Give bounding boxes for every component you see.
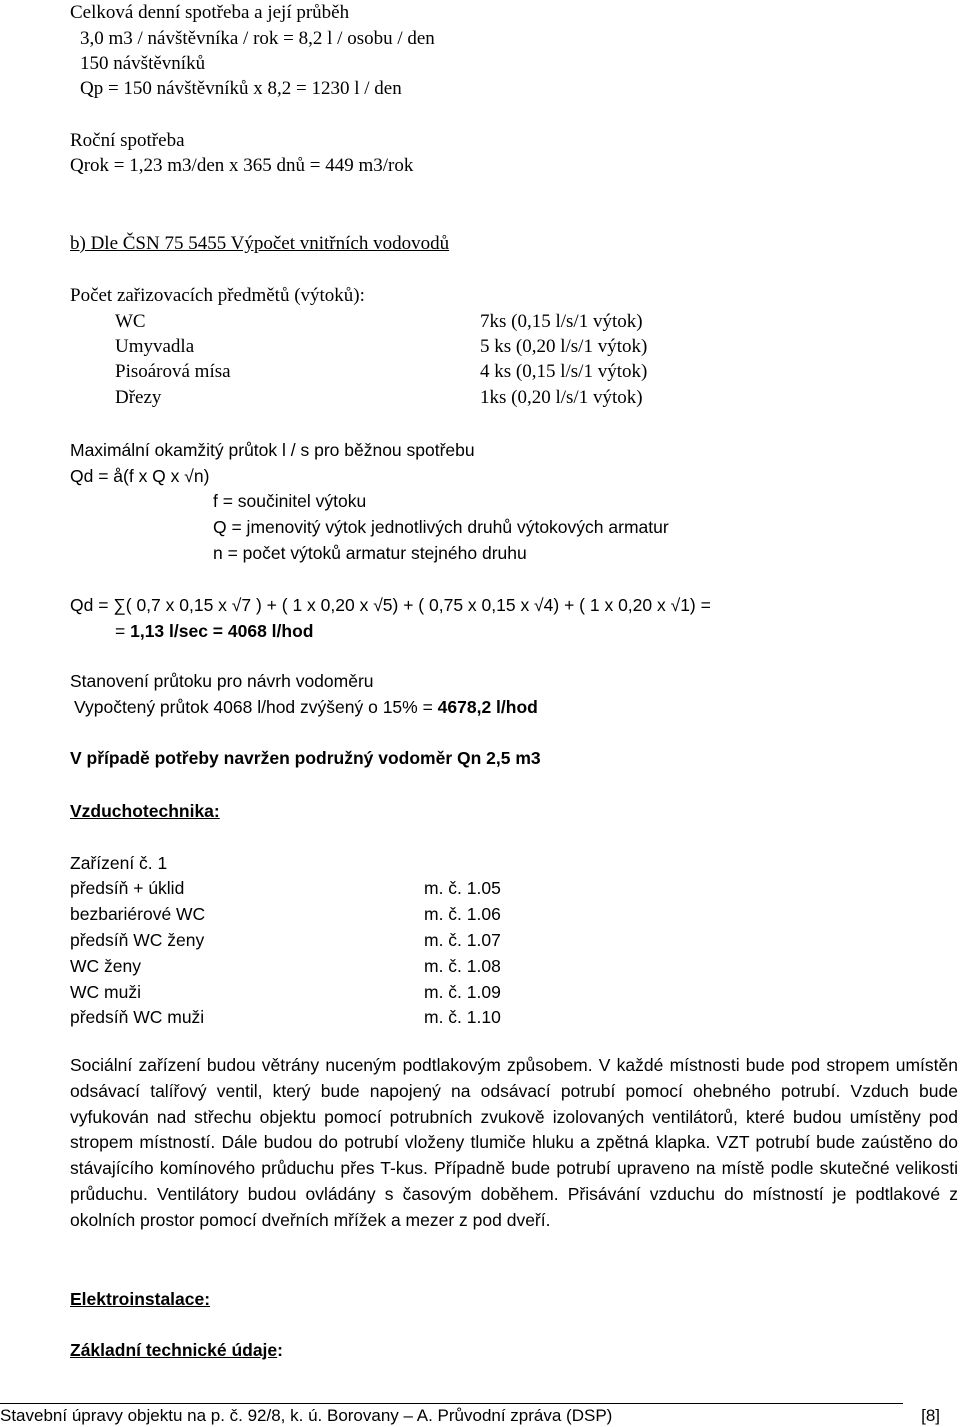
fixture-value: 7ks (0,15 l/s/1 výtok) (480, 311, 643, 332)
section-title: Celková denní spotřeba a její průběh (70, 2, 350, 23)
section-title: Maximální okamžitý průtok l / s pro běžnou spotřebu (70, 440, 475, 460)
section-heading: Vzduchotechnika: (70, 801, 220, 821)
fixture-value: 1ks (0,20 l/s/1 výtok) (480, 387, 643, 408)
fixture-name: Umyvadla (115, 336, 195, 357)
page-number: [8] (921, 1406, 940, 1425)
vzt-paragraph: Sociální zařízení budou větrány nuceným podtlakovým způsobem. V každé místnosti bude pod stropem umístěn odsávací talířový ventil, který bude napojený na odsávací potrubí pomocí ohebného potrubí. Vzduch bude vyfukován nad střechu objektu pomocí potrubních zvukově izolovaných ventilátorů, které budou umístěny pod stropem místností. Dále budou do potrubí vloženy tlumiče hluku a zpětná klapka. VZT potrubí bude zaústěno do stávajícího komínového průduchu přes T-kus. Případně bude potrubí upraveno na místě podle skutečné velikosti průduchu. Ventilátory budou ovládány s časovým doběhem. Přisávání vzduchu do místností je podtlakové z okolních prostor pomocí dveřních mřížek a mezer z pod dveří. (70, 1055, 958, 1230)
fixture-value: 4 ks (0,15 l/s/1 výtok) (480, 361, 648, 382)
fixture-name: WC (115, 311, 146, 332)
legend-line: n = počet výtoků armatur stejného druhu (213, 543, 527, 563)
room-name: bezbariérové WC (70, 904, 206, 924)
fixture-value: 5 ks (0,20 l/s/1 výtok) (480, 336, 648, 357)
room-name: WC muži (70, 982, 141, 1002)
formula: Qd = å(f x Q x √n) (70, 466, 210, 486)
text-line: Qp = 150 návštěvníků x 8,2 = 1230 l / den (80, 78, 402, 99)
fixture-name: Dřezy (115, 387, 162, 408)
section-heading: Elektroinstalace: (70, 1289, 211, 1309)
footer-rule (0, 1403, 903, 1404)
room-code: m. č. 1.05 (424, 878, 501, 898)
result-prefix: = (115, 621, 131, 641)
section-title: Roční spotřeba (70, 130, 185, 151)
room-name: předsíň + úklid (70, 878, 185, 898)
section-title: Stanovení průtoku pro návrh vodoměru (70, 671, 374, 691)
meter-calc-value: 4678,2 l/hod (437, 697, 538, 717)
legend-line: Q = jmenovitý výtok jednotlivých druhů výtokových armatur (213, 517, 669, 537)
room-code: m. č. 1.08 (424, 956, 501, 976)
meter-note: V případě potřeby navržen podružný vodoměr Qn 2,5 m3 (70, 748, 541, 768)
room-code: m. č. 1.07 (424, 930, 501, 950)
legend-line: f = součinitel výtoku (213, 491, 367, 511)
room-name: WC ženy (70, 956, 141, 976)
text-line: Qrok = 1,23 m3/den x 365 dnů = 449 m3/rok (70, 155, 414, 176)
room-code: m. č. 1.09 (424, 982, 501, 1002)
page-footer (0, 1405, 940, 1427)
result-value: 1,13 l/sec = 4068 l/hod (130, 621, 314, 641)
section-heading (70, 1339, 283, 1361)
room-name: předsíň WC muži (70, 1007, 205, 1027)
section-title: Počet zařizovacích předmětů (výtoků): (70, 285, 365, 306)
meter-calc-prefix: Vypočtený průtok 4068 l/hod zvýšený o 15% = (74, 697, 438, 717)
text-line: 3,0 m3 / návštěvníka / rok = 8,2 l / osobu / den (80, 28, 435, 49)
calculation: Qd = ∑( 0,7 x 0,15 x √7 ) + ( 1 x 0,20 x √5) + ( 0,75 x 0,15 x √4) + ( 1 x 0,20 x √1) = (70, 595, 711, 615)
section-heading: b) Dle ČSN 75 5455 Výpočet vnitřních vodovodů (70, 233, 450, 254)
room-code: m. č. 1.10 (424, 1007, 501, 1027)
room-code: m. č. 1.06 (424, 904, 501, 924)
technical-heading: Základní technické údaje (70, 1340, 278, 1360)
technical-colon: : (277, 1340, 283, 1360)
text-line: 150 návštěvníků (80, 53, 206, 74)
calculation-result (115, 620, 313, 642)
footer-title: Stavební úpravy objektu na p. č. 92/8, k. ú. Borovany – A. Průvodní zpráva (DSP) (0, 1406, 613, 1425)
room-name: předsíň WC ženy (70, 930, 205, 950)
meter-calc (74, 696, 538, 718)
fixture-name: Pisoárová mísa (115, 361, 231, 382)
device-label: Zařízení č. 1 (70, 853, 168, 873)
